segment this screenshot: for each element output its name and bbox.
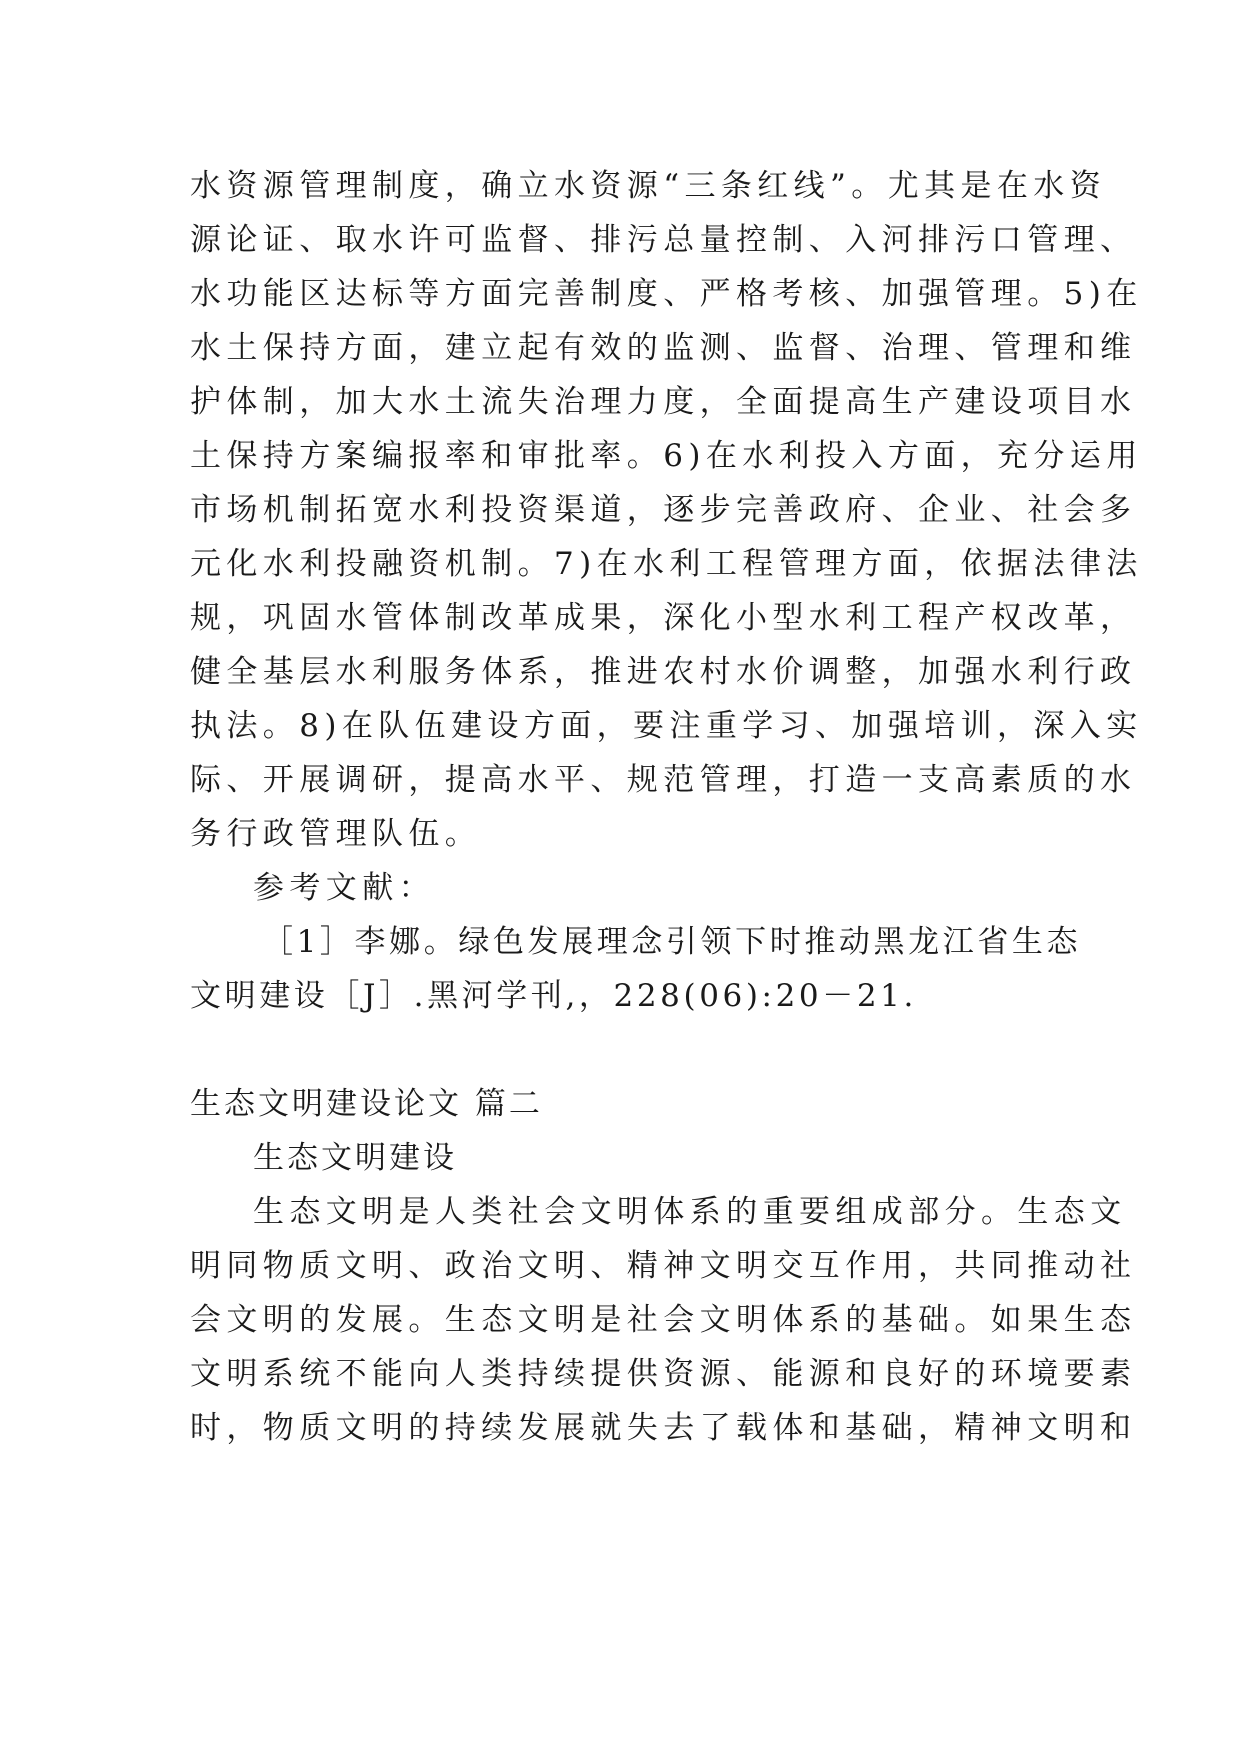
body-text-line: 元化水利投融资机制。7)在水利工程管理方面，依据法律法	[190, 546, 1143, 582]
body-text-line: 际、开展调研，提高水平、规范管理，打造一支高素质的水	[190, 762, 1137, 798]
body-text-line: 文明系统不能向人类持续提供资源、能源和良好的环境要素	[190, 1356, 1137, 1392]
body-text-line: 务行政管理队伍。	[190, 816, 482, 852]
section-subtitle: 生态文明建设	[253, 1140, 457, 1176]
section-title: 生态文明建设论文 篇二	[190, 1086, 543, 1122]
reference-item-line: ［1］李娜。绿色发展理念引领下时推动黑龙江省生态	[262, 924, 1082, 960]
body-text-line: 会文明的发展。生态文明是社会文明体系的基础。如果生态	[190, 1302, 1137, 1338]
reference-item-line: 文明建设［J］.黑河学刊,，228(06):20－21.	[190, 978, 917, 1014]
body-text-line: 明同物质文明、政治文明、精神文明交互作用，共同推动社	[190, 1248, 1137, 1284]
body-text-line: 生态文明是人类社会文明体系的重要组成部分。生态文	[253, 1194, 1127, 1230]
body-text-line: 土保持方案编报率和审批率。6)在水利投入方面，充分运用	[190, 438, 1143, 474]
body-text-line: 源论证、取水许可监督、排污总量控制、入河排污口管理、	[190, 222, 1137, 258]
body-text-line: 市场机制拓宽水利投资渠道，逐步完善政府、企业、社会多	[190, 492, 1137, 528]
body-text-line: 时，物质文明的持续发展就失去了载体和基础，精神文明和	[190, 1410, 1137, 1446]
body-text-line: 水土保持方面，建立起有效的监测、监督、治理、管理和维	[190, 330, 1137, 366]
body-text-line: 规，巩固水管体制改革成果，深化小型水利工程产权改革，	[190, 600, 1137, 636]
references-heading: 参考文献：	[253, 870, 435, 906]
body-text-line: 护体制，加大水土流失治理力度，全面提高生产建设项目水	[190, 384, 1137, 420]
body-text-line: 执法。8)在队伍建设方面，要注重学习、加强培训，深入实	[190, 708, 1143, 744]
body-text-line: 健全基层水利服务体系，推进农村水价调整，加强水利行政	[190, 654, 1137, 690]
body-text-line: 水功能区达标等方面完善制度、严格考核、加强管理。5)在	[190, 276, 1143, 312]
body-text-line: 水资源管理制度，确立水资源“三条红线”。尤其是在水资	[190, 168, 1107, 204]
